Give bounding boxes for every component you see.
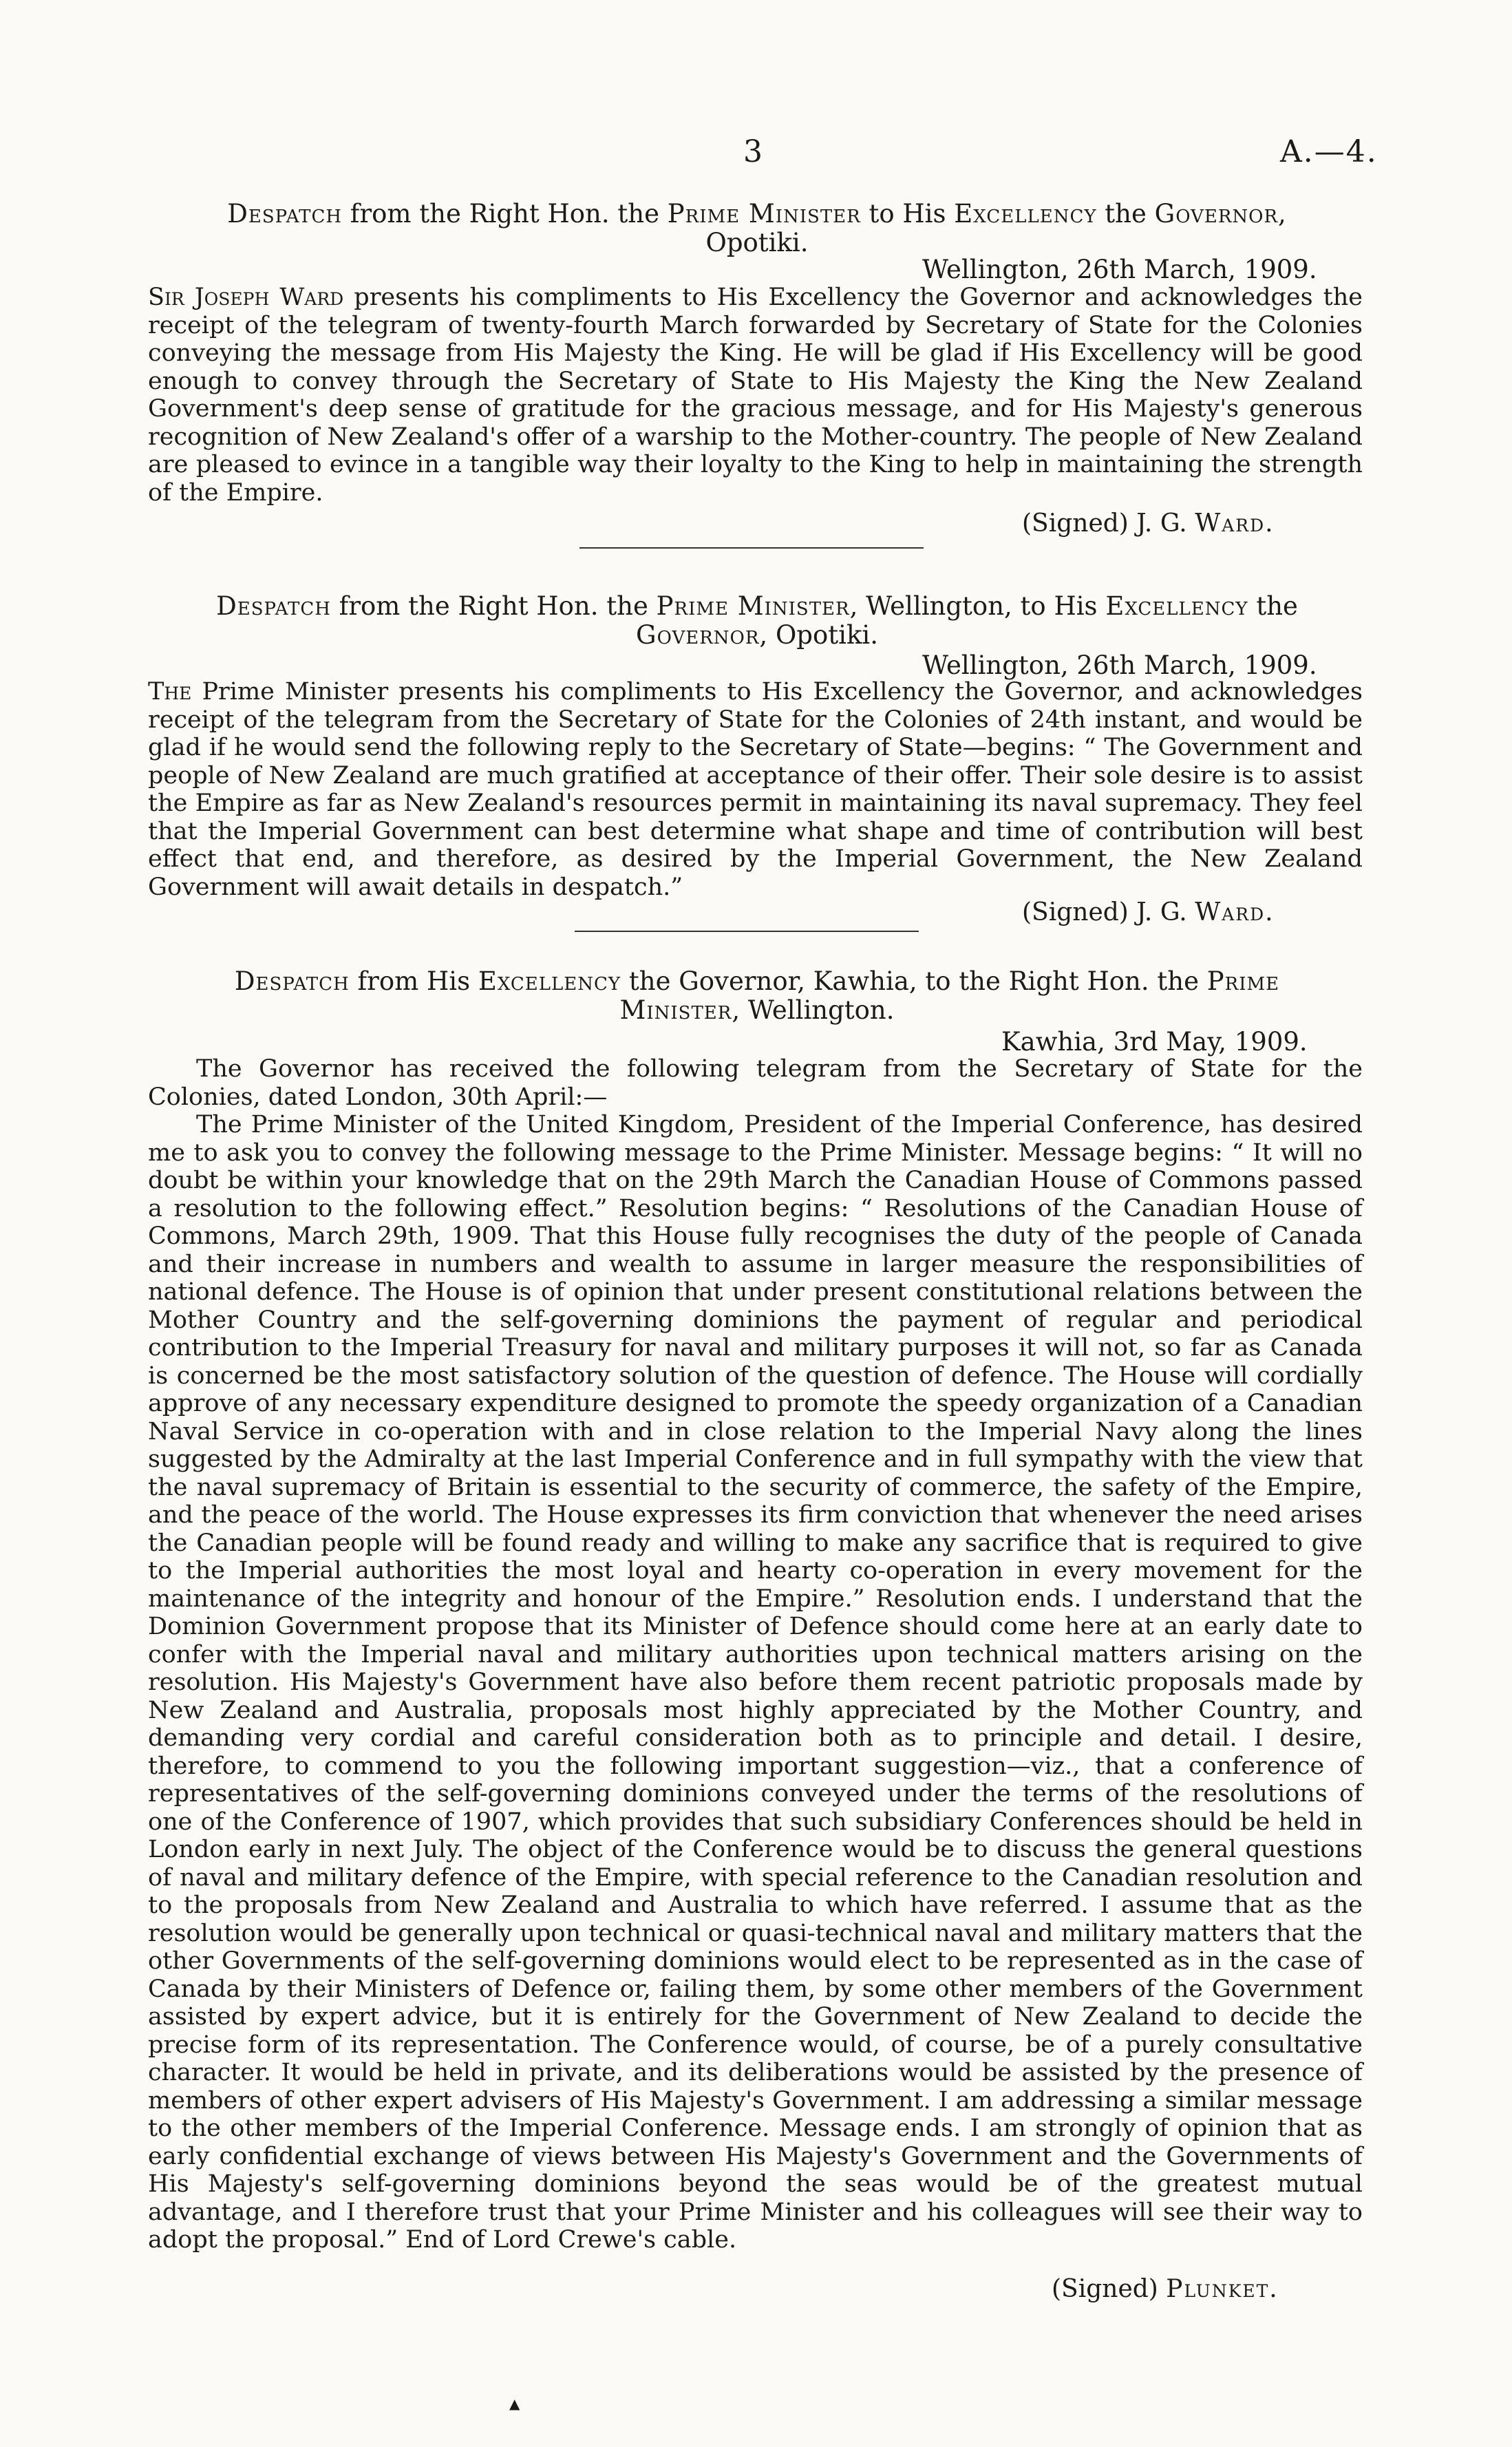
heading-title: Excellency	[478, 966, 621, 996]
paragraph: The Governor has received the following telegram from the Secretary of State for the Colonies, dated London, 30th April:—	[148, 1055, 1363, 1111]
despatch3-dateline: Kawhia, 3rd May, 1909.	[1001, 1027, 1308, 1057]
despatch2-dateline: Wellington, 26th March, 1909.	[922, 650, 1317, 680]
opening-words: Sir Joseph Ward	[148, 284, 344, 311]
signed-label: (Signed) J. G.	[1022, 898, 1195, 926]
heading-title: Excellency	[954, 199, 1097, 229]
body-text: presents his compliments to His Excellency the Governor and acknowledges the receipt of the telegram of twenty-fourth March forwarded by Secretary of State for the Colonies conveying the message from His Majesty the King. He will be glad if His Excellency will be good enough to convey through the Secretary of State to His Majesty the King the New Zealand Government's deep sense of gratitude for the gracious message, and for His Majesty's generous recognition of New Zealand's offer of a warship to the Mother-country. The people of New Zealand are pleased to evince in a tangible way their loyalty to the King to help in maintaining the strength of the Empire.	[148, 284, 1363, 507]
despatch2-body	[148, 678, 1363, 901]
signatory-name: Ward.	[1195, 509, 1275, 538]
signed-label: (Signed) J. G.	[1022, 509, 1195, 538]
heading-text: the Governor, Kawhia, to the Right Hon. the	[621, 966, 1207, 996]
heading-text: the	[1096, 199, 1155, 229]
heading-title: Governor,	[1154, 199, 1287, 229]
section-divider	[579, 547, 924, 549]
heading-text: from the Right Hon. the	[342, 199, 668, 229]
heading-text: to His	[860, 199, 955, 229]
document-reference: A.—4.	[1280, 134, 1378, 169]
despatch3-signature	[1052, 2275, 1279, 2303]
signatory-name: Plunket.	[1166, 2275, 1279, 2303]
heading-title: Prime	[1206, 966, 1280, 996]
heading-text: from His	[349, 966, 478, 996]
heading-title: Prime Minister	[667, 199, 861, 229]
despatch1-body	[148, 284, 1363, 507]
signatory-name: Ward.	[1195, 898, 1275, 926]
body-text: Prime Minister presents his compliments to His Excellency the Governor, and acknowledges receipt of the telegram from the Secretary of State for the Colonies of 24th instant, and would be glad if he would send the following reply to the Secretary of State—begins: “ The Government and people of New Zealand are much gratified at acceptance of their offer. Their sole desire is to assist the Empire as far as New Zealand's resources permit in maintaining its naval supremacy. They feel that the Imperial Government can best determine what shape and time of contribution will best effect that end, and therefore, as desired by the Imperial Government, the New Zealand Government will await details in despatch.”	[148, 678, 1363, 901]
despatch2-signature	[1022, 898, 1275, 926]
opening-words: The	[148, 678, 192, 706]
heading-title: Minister	[619, 995, 732, 1025]
heading-text: , Wellington, to His	[849, 591, 1106, 621]
section-divider	[575, 931, 919, 932]
page-number: 3	[743, 134, 763, 169]
despatch3-heading	[148, 967, 1366, 1025]
heading-location: , Wellington.	[732, 995, 895, 1025]
despatch1-heading	[148, 200, 1366, 257]
despatch2-heading	[148, 592, 1366, 650]
despatch1-dateline: Wellington, 26th March, 1909.	[922, 255, 1317, 284]
despatch1-signature	[1022, 509, 1275, 538]
paragraph: The Prime Minister of the United Kingdom, President of the Imperial Conference, has desired me to ask you to convey the following message to the Prime Minister. Message begins: “ It will no doubt be within your knowledge that on the 29th March the Canadian House of Commons passed a resolution to the following effect.” Resolution begins: “ Resolutions of the Canadian House of Commons, March 29th, 1909. That this House fully recognises the duty of the people of Canada and their increase in numbers and wealth to assume in larger measure the responsibilities of national defence. The House is of opinion that under present constitutional relations between the Mother Country and the self-governing dominions the payment of regular and periodical contribution to the Imperial Treasury for naval and military purposes it will not, so far as Canada is concerned be the most satisfactory solution of the question of defence. The House will cordially approve of any necessary expenditure designed to promote the speedy organization of a Canadian Naval Service in co-operation with and in close relation to the Imperial Navy along the lines suggested by the Admiralty at the last Imperial Conference and in full sympathy with the view that the naval supremacy of Britain is essential to the security of commerce, the safety of the Empire, and the peace of the world. The House expresses its firm conviction that whenever the need arises the Canadian people will be found ready and willing to make any sacrifice that is required to give to the Imperial authorities the most loyal and hearty co-operation in every movement for the maintenance of the integrity and honour of the Empire.” Resolution ends. I understand that the Dominion Government propose that its Minister of Defence should come here at an early date to confer with the Imperial naval and military authorities upon technical matters arising on the resolution. His Majesty's Government have also before them recent patriotic proposals made by New Zealand and Australia, proposals most highly appreciated by the Mother Country, and demanding very cordial and careful consideration both as to principle and detail. I desire, therefore, to commend to you the following important suggestion—viz., that a conference of representatives of the self-governing dominions conveyed under the terms of the resolutions of one of the Conference of 1907, which provides that such subsidiary Conferences should be held in London early in next July. The object of the Conference would be to discuss the general questions of naval and military defence of the Empire, with special reference to the Canadian resolution and to the proposals from New Zealand and Australia to which have referred. I assume that as the resolution would be generally upon technical or quasi-technical naval and military matters that the other Governments of the self-governing dominions would elect to be represented as in the case of Canada by their Ministers of Defence or, failing them, by some other members of the Government assisted by expert advice, but it is entirely for the Government of New Zealand to decide the precise form of its representation. The Conference would, of course, be of a purely consultative character. It would be held in private, and its deliberations would be assisted by the presence of members of other expert advisers of His Majesty's Government. I am addressing a similar message to the other members of the Imperial Conference. Message ends. I am strongly of opinion that as early confidential exchange of views between His Majesty's Government and the Governments of His Majesty's self-governing dominions beyond the seas would be of the greatest mutual advantage, and I therefore trust that your Prime Minister and his colleagues will see their way to adopt the proposal.” End of Lord Crewe's cable.	[148, 1111, 1363, 2254]
heading-title: Excellency	[1105, 591, 1248, 621]
print-mark: ▲	[509, 2395, 520, 2412]
heading-title: Prime Minister	[656, 591, 850, 621]
heading-title: Governor	[636, 620, 760, 650]
heading-location: Opotiki.	[705, 228, 809, 257]
heading-location: , Opotiki.	[759, 620, 878, 650]
despatch3-body	[148, 1055, 1363, 2254]
heading-text: from the Right Hon. the	[330, 591, 657, 621]
heading-lead: Despatch	[216, 591, 331, 621]
heading-lead: Despatch	[227, 199, 343, 229]
signed-label: (Signed)	[1052, 2275, 1167, 2303]
heading-text: the	[1248, 591, 1298, 621]
heading-lead: Despatch	[234, 966, 350, 996]
